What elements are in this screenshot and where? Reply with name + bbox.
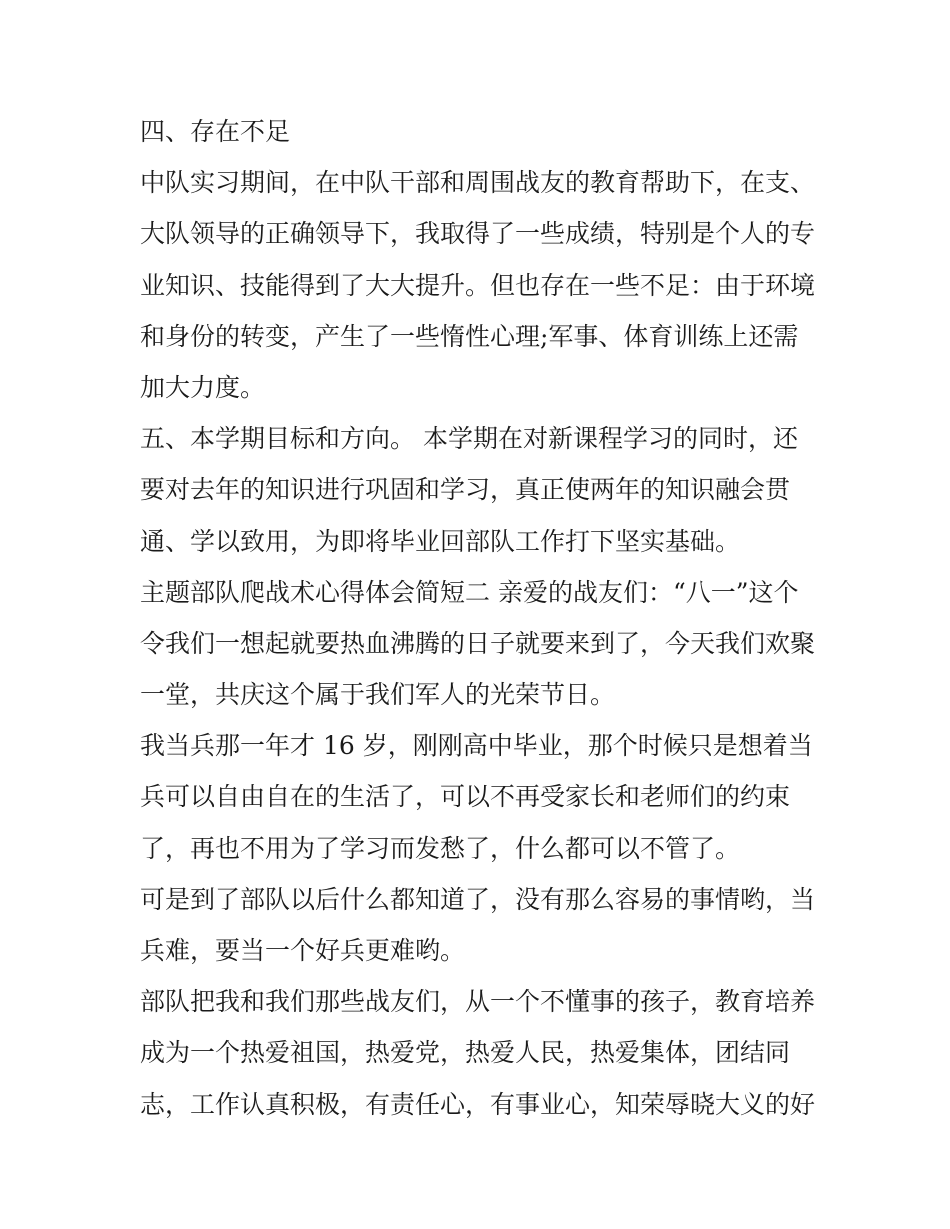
paragraph-line: 志，工作认真积极，有责任心，有事业心，知荣辱晓大义的好 [140, 1089, 816, 1119]
paragraph-line: 可是到了部队以后什么都知道了，没有那么容易的事情哟，当 [140, 884, 816, 914]
paragraph-line: 兵难，要当一个好兵更难哟。 [140, 936, 466, 965]
paragraph-line: 成为一个热爱祖国，热爱党，热爱人民，热爱集体，团结同 [140, 1038, 791, 1068]
paragraph-line: 我当兵那一年才 16 岁，刚刚高中毕业，那个时候只是想着当 [140, 731, 813, 761]
document-body [140, 106, 820, 1130]
paragraph-line: 加大力度。 [140, 372, 266, 402]
paragraph-line: 和身份的转变，产生了一些惰性心理;军事、体育训练上还需 [140, 321, 799, 351]
paragraph-line: 一堂，共庆这个属于我们军人的光荣节日。 [140, 680, 616, 710]
paragraph-line: 令我们一想起就要热血沸腾的日子就要来到了，今天我们欢聚 [140, 628, 816, 658]
section-heading: 四、存在不足 [140, 117, 291, 146]
paragraph-line: 要对去年的知识进行巩固和学习，真正使两年的知识融会贯 [140, 475, 791, 505]
section-heading: 五、本学期目标和方向。 本学期在对新课程学习的同时，还 [140, 424, 798, 454]
paragraph-line: 了，再也不用为了学习而发愁了，什么都可以不管了。 [140, 833, 741, 863]
paragraph-line: 中队实习期间，在中队干部和周围战友的教育帮助下，在支、 [140, 168, 816, 198]
paragraph-line: 兵可以自由自在的生活了，可以不再受家长和老师们的约束 [140, 782, 791, 812]
paragraph-line: 大队领导的正确领导下，我取得了一些成绩，特别是个人的专 [140, 219, 816, 249]
paragraph-line: 部队把我和我们那些战友们，从一个不懂事的孩子，教育培养 [140, 987, 816, 1017]
paragraph-line: 业知识、技能得到了大大提升。但也存在一些不足：由于环境 [140, 270, 816, 300]
paragraph-line: 主题部队爬战术心得体会简短二 亲爱的战友们：“八一”这个 [140, 577, 799, 607]
paragraph-line: 通、学以致用，为即将毕业回部队工作打下坚实基础。 [140, 526, 741, 556]
